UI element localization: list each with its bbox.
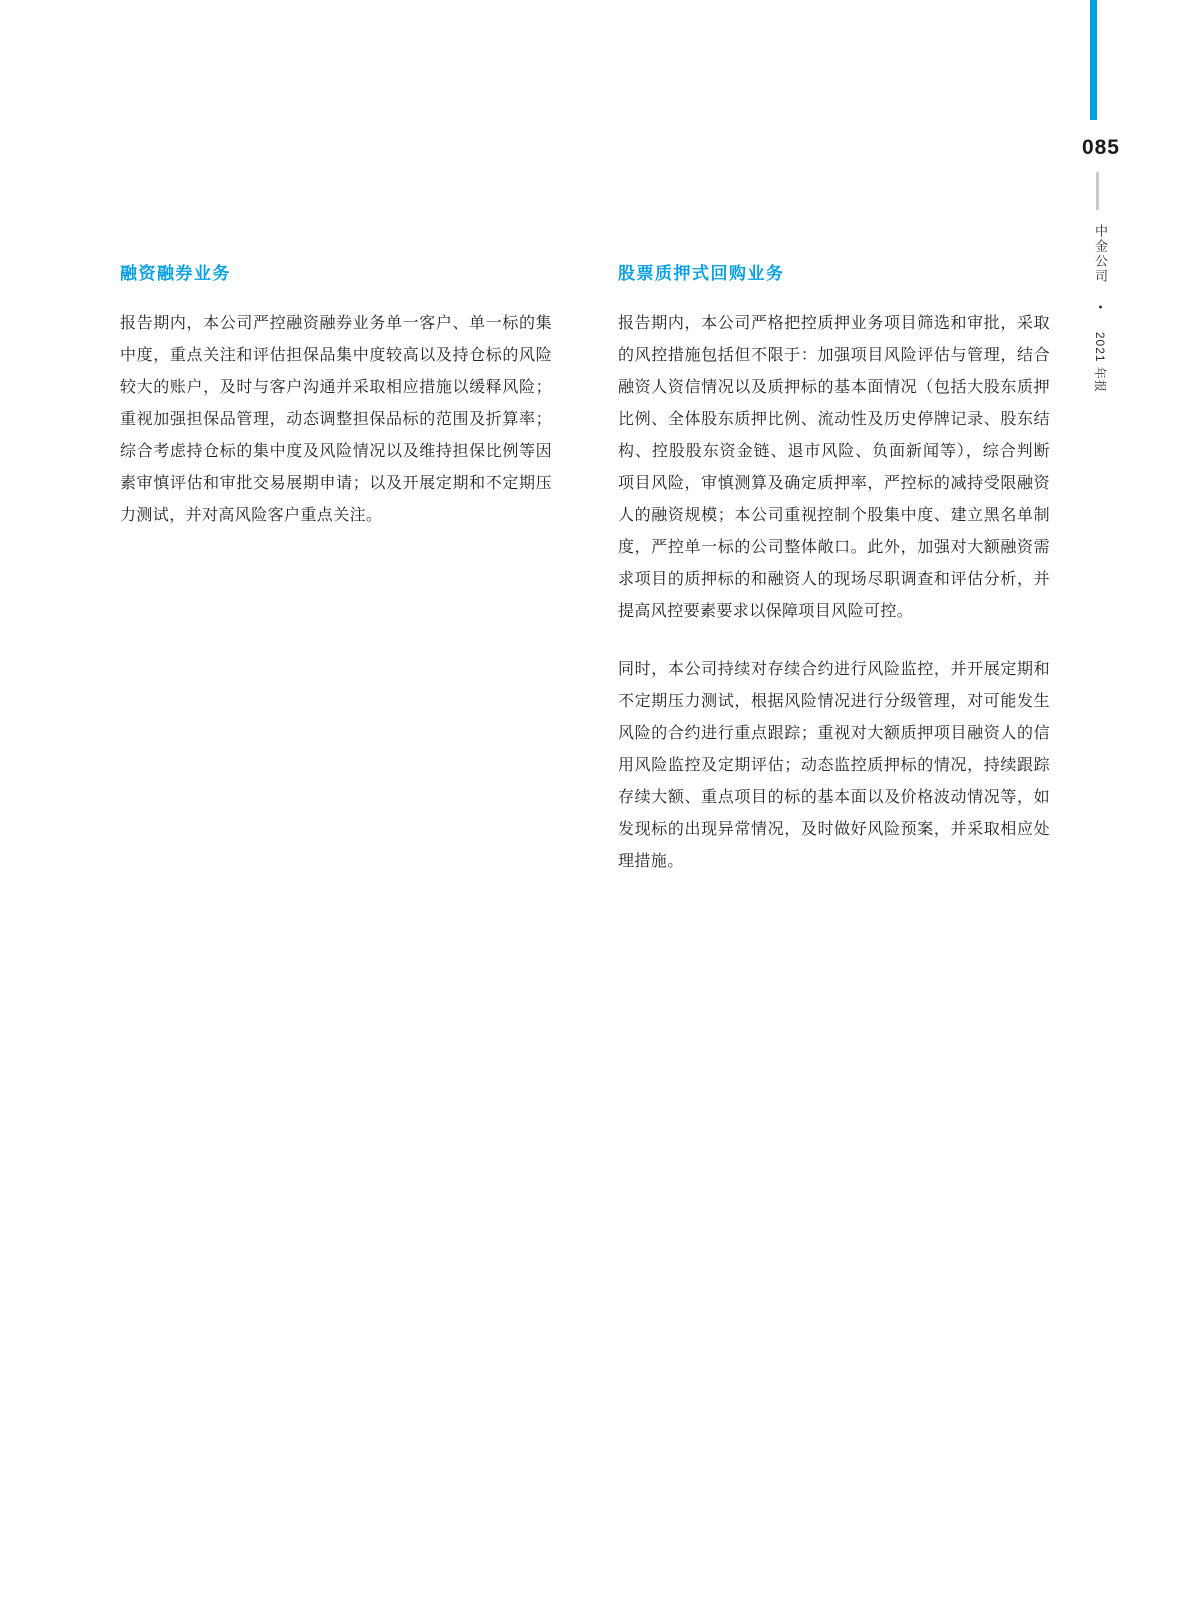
page-number: 085	[1081, 136, 1120, 159]
paragraph: 报告期内，本公司严格把控质押业务项目筛选和审批，采取的风控措施包括但不限于：加强项目风险评估与管理，结合融资人资信情况以及质押标的基本面情况（包括大股东质押比例、全体股东质押比例、流动性及历史停牌记录、股东结构、控股股东资金链、退市风险、负面新闻等），综合判断项目风险，审慎测算及确定质押率，严控标的减持受限融资人的融资规模；本公司重视控制个股集中度、建立黑名单制度，严控单一标的公司整体敞口。此外，加强对大额融资需求项目的质押标的和融资人的现场尽职调查和评估分析，并提高风控要素要求以保障项目风险可控。	[618, 314, 1050, 620]
folio-divider-rule	[1096, 172, 1099, 210]
column-right	[618, 262, 1050, 878]
running-header-company: 中金公司	[1093, 224, 1108, 284]
section-heading-margin-financing: 融资融券业务	[120, 264, 231, 283]
running-header-year: 2021 年报	[1093, 331, 1107, 393]
paragraph: 报告期内，本公司严控融资融券业务单一客户、单一标的集中度，重点关注和评估担保品集中度较高以及持仓标的风险较大的账户，及时与客户沟通并采取相应措施以缓释风险；重视加强担保品管理，动态调整担保品标的范围及折算率；综合考虑持仓标的集中度及风险情况以及维持担保比例等因素审慎评估和审批交易展期申请；以及开展定期和不定期压力测试，并对高风险客户重点关注。	[120, 314, 552, 524]
running-header-separator: •	[1094, 305, 1106, 311]
page-edge-accent-bar	[1090, 0, 1097, 120]
column-left	[120, 262, 552, 878]
body-columns	[120, 262, 1050, 878]
section-heading-stock-pledged-repo: 股票质押式回购业务	[618, 264, 785, 283]
paragraph: 同时，本公司持续对存续合约进行风险监控，并开展定期和不定期压力测试，根据风险情况进行分级管理，对可能发生风险的合约进行重点跟踪；重视对大额质押项目融资人的信用风险监控及定期评估；动态监控质押标的情况，持续跟踪存续大额、重点项目的标的基本面以及价格波动情况等，如发现标的出现异常情况，及时做好风险预案，并采取相应处理措施。	[618, 660, 1050, 870]
running-header	[1078, 224, 1108, 393]
